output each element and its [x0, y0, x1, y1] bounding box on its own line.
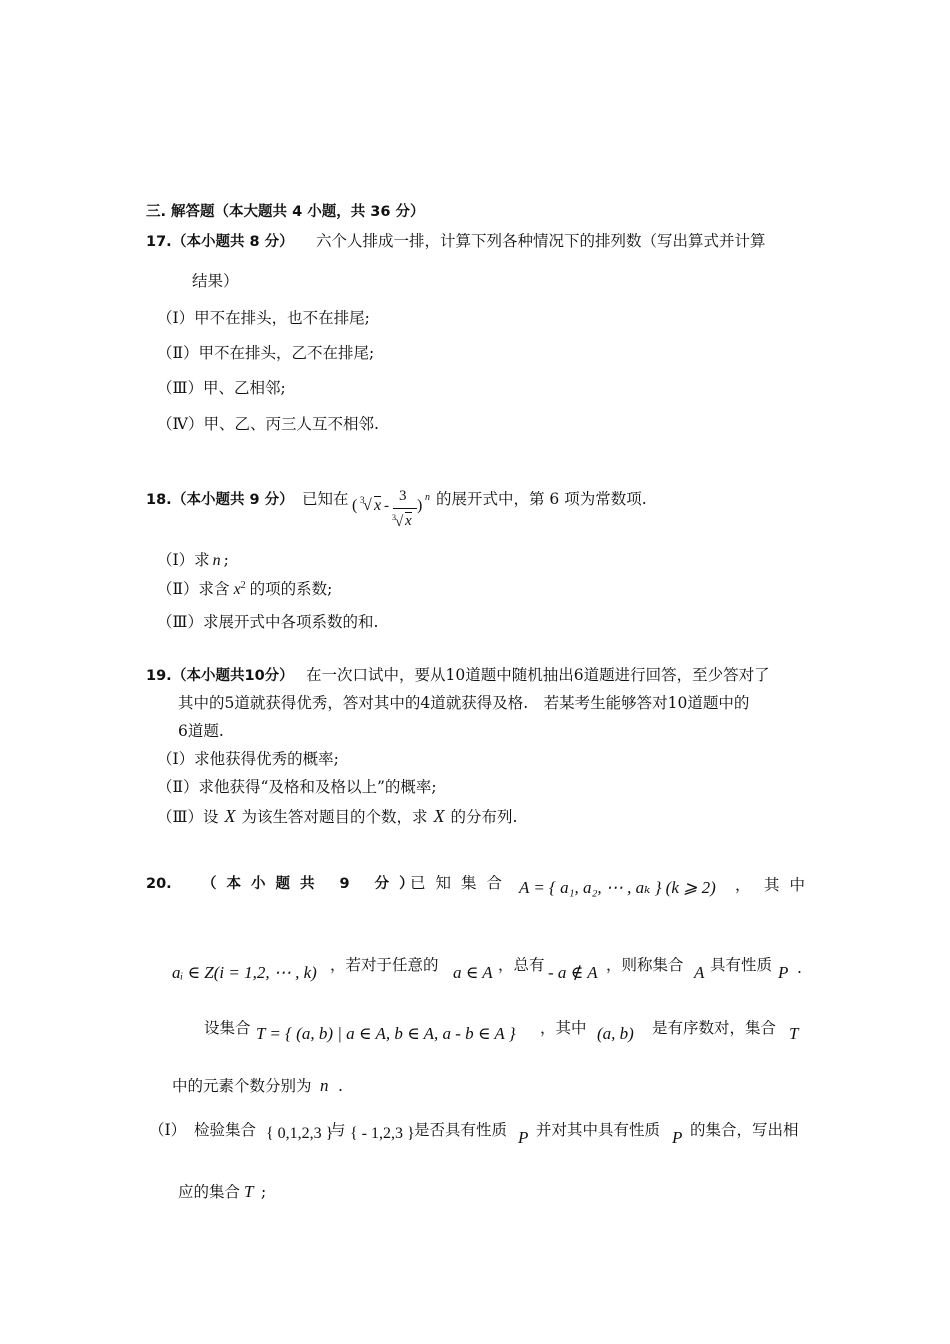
q20-qizhong: 其中 — [764, 876, 816, 894]
q20-cond-end: . — [797, 959, 802, 977]
q20-count-end: . — [338, 1077, 343, 1095]
q20-setT-pre: 设集合 — [204, 1019, 251, 1037]
q17-part-3 — [157, 378, 286, 398]
part-text: 甲不在排头，也不在排尾; — [194, 309, 370, 327]
q20-part-1-T: T — [244, 1182, 254, 1201]
part-label: （Ⅰ） — [157, 551, 195, 569]
q20-setA-expression: A = { a₁, a₂, ⋯ , aₖ } (k ⩾ 2) — [519, 878, 716, 897]
part-text: 求他获得优秀的概率; — [194, 750, 339, 768]
q20-cond-P: P — [778, 963, 789, 982]
q19-line3: 6道题. — [178, 722, 224, 740]
q19-part-1 — [157, 749, 339, 769]
q20-comma: ， — [735, 876, 751, 894]
q20-cond-d: 具有性质 — [710, 956, 773, 974]
fraction-bar — [393, 508, 417, 509]
fraction-numerator: 3 — [399, 488, 407, 504]
q20-number: 20. — [146, 876, 172, 892]
q20-part-1-e: 的集合，写出相 — [690, 1121, 799, 1139]
q20-cond-b: ，总有 — [498, 956, 545, 974]
part-label: （Ⅱ） — [157, 778, 199, 796]
root-index: 3 — [360, 495, 365, 505]
part-end: ; — [223, 551, 229, 569]
part-text-a: 设 — [202, 808, 219, 826]
q20-part-1-a: 检验集合 — [194, 1121, 257, 1139]
radical-sign: √ — [363, 497, 372, 514]
var-n: n — [212, 552, 221, 569]
q20-part-1-b: 与 — [330, 1121, 346, 1139]
q20-pre: 已知集合 — [410, 874, 513, 892]
q20-setT-var: T — [789, 1024, 799, 1043]
q20-part-1-P: P — [518, 1128, 529, 1147]
open-paren: ( — [352, 497, 358, 514]
part-text: 求展开式中各项系数的和. — [202, 613, 379, 631]
part-label: （Ⅲ） — [157, 613, 203, 631]
part-text: 求含 — [198, 580, 230, 599]
q20-ai-expression: aᵢ ∈ Z(i = 1,2, ⋯ , k) — [172, 963, 317, 982]
q17-part-2 — [157, 343, 374, 363]
part-label: （Ⅲ） — [157, 379, 203, 397]
exponent-n: n — [425, 492, 430, 503]
q20-part-1-set1: { 0,1,2,3 } — [266, 1125, 334, 1142]
part-text: 求 — [194, 551, 210, 569]
q20-cond-var-A: A — [694, 963, 705, 982]
q19-line2: 其中的5道就获得优秀，答对其中的4道就获得及格. 若某考生能够答对10道题中的 — [178, 694, 750, 712]
var-X-2: X — [433, 806, 445, 826]
q17-part-1 — [157, 308, 370, 328]
q19-number: 19. — [146, 668, 172, 684]
close-paren: ) — [417, 497, 423, 514]
q20-part-1-P2: P — [672, 1128, 683, 1147]
q20-cond-c: ，则称集合 — [606, 956, 684, 974]
q17-stem-line2: 结果） — [192, 272, 239, 290]
q20-part-1-c: 是否具有性质 — [414, 1121, 508, 1139]
part-label: （Ⅲ） — [157, 808, 203, 826]
q20-cond-expr1: a ∈ A — [453, 963, 493, 982]
denom-root-index: 3 — [392, 513, 396, 522]
q17-stem-line1: 六个人排成一排，计算下列各种情况下的排列数（写出算式并计算 — [316, 232, 766, 250]
q20-part-1-label: （Ⅰ） — [149, 1121, 187, 1139]
q20-part-1-d: 并对其中具有性质 — [536, 1121, 661, 1139]
q20-part-1-f: 应的集合 — [178, 1183, 241, 1201]
q19-score: （本小题共10分） — [172, 668, 294, 684]
section-heading: 三. 解答题（本大题共 4 小题，共 36 分） — [146, 204, 425, 220]
q19-part-2 — [157, 777, 437, 797]
root-var: x — [374, 497, 382, 514]
part-text-b: 为该生答对题目的个数，求 — [241, 808, 428, 826]
q18-part-1 — [157, 550, 229, 571]
exponent-2: 2 — [240, 580, 246, 591]
q18-post: 的展开式中，第 6 项为常数项. — [436, 490, 647, 508]
q18-pre: 已知在 — [302, 490, 349, 508]
denom-radical: √ — [395, 514, 404, 530]
part-text: 甲不在排头，乙不在排尾; — [198, 344, 375, 362]
denom-var: x — [405, 513, 412, 529]
q20-cond-a: ，若对于任意的 — [330, 956, 439, 974]
q20-cond-expr2: - a ∉ A — [548, 963, 598, 982]
q20-part-1-set2: { - 1,2,3 } — [350, 1125, 415, 1142]
q19-part-3 — [157, 806, 517, 827]
q18-number: 18. — [146, 492, 172, 508]
q18-part-3 — [157, 612, 378, 632]
q17-part-4 — [157, 414, 379, 434]
q20-count-var: n — [320, 1076, 329, 1095]
part-label: （Ⅰ） — [157, 750, 195, 768]
q20-pair-expression: (a, b) — [597, 1024, 634, 1043]
minus-sign: - — [384, 498, 389, 514]
part-label: （Ⅱ） — [157, 344, 199, 362]
part-text-c: 的分布列. — [450, 808, 518, 826]
q20-count-text: 中的元素个数分别为 — [172, 1077, 312, 1095]
part-label: （Ⅱ） — [157, 580, 199, 599]
q18-binomial-expression — [352, 482, 432, 532]
q19-line1: 在一次口试中，要从10道题中随机抽出6道题进行回答，至少答对了 — [306, 666, 770, 684]
part-text: 求他获得“及格和及格以上”的概率; — [198, 778, 437, 796]
q17-number: 17. — [146, 234, 172, 250]
part-text: 甲、乙、丙三人互不相邻. — [203, 415, 379, 433]
q18-part-2 — [157, 576, 332, 600]
q20-score: （本小题共 9 分） — [202, 876, 424, 892]
var-x: x — [233, 581, 241, 599]
q20-part-1-end: ; — [261, 1183, 267, 1201]
q20-setT-expression: T = { (a, b) | a ∈ A, b ∈ A, a - b ∈ A } — [256, 1024, 516, 1043]
part-label: （Ⅳ） — [157, 415, 204, 433]
var-X: X — [224, 806, 236, 826]
part-label: （Ⅰ） — [157, 309, 195, 327]
part-text-end: 的项的系数; — [249, 580, 333, 599]
q17-score: （本小题共 8 分） — [172, 234, 294, 250]
q18-score: （本小题共 9 分） — [172, 492, 294, 508]
q20-setT-mid: ，其中 — [540, 1019, 587, 1037]
part-text: 甲、乙相邻; — [202, 379, 286, 397]
q20-setT-post: 是有序数对，集合 — [652, 1019, 777, 1037]
